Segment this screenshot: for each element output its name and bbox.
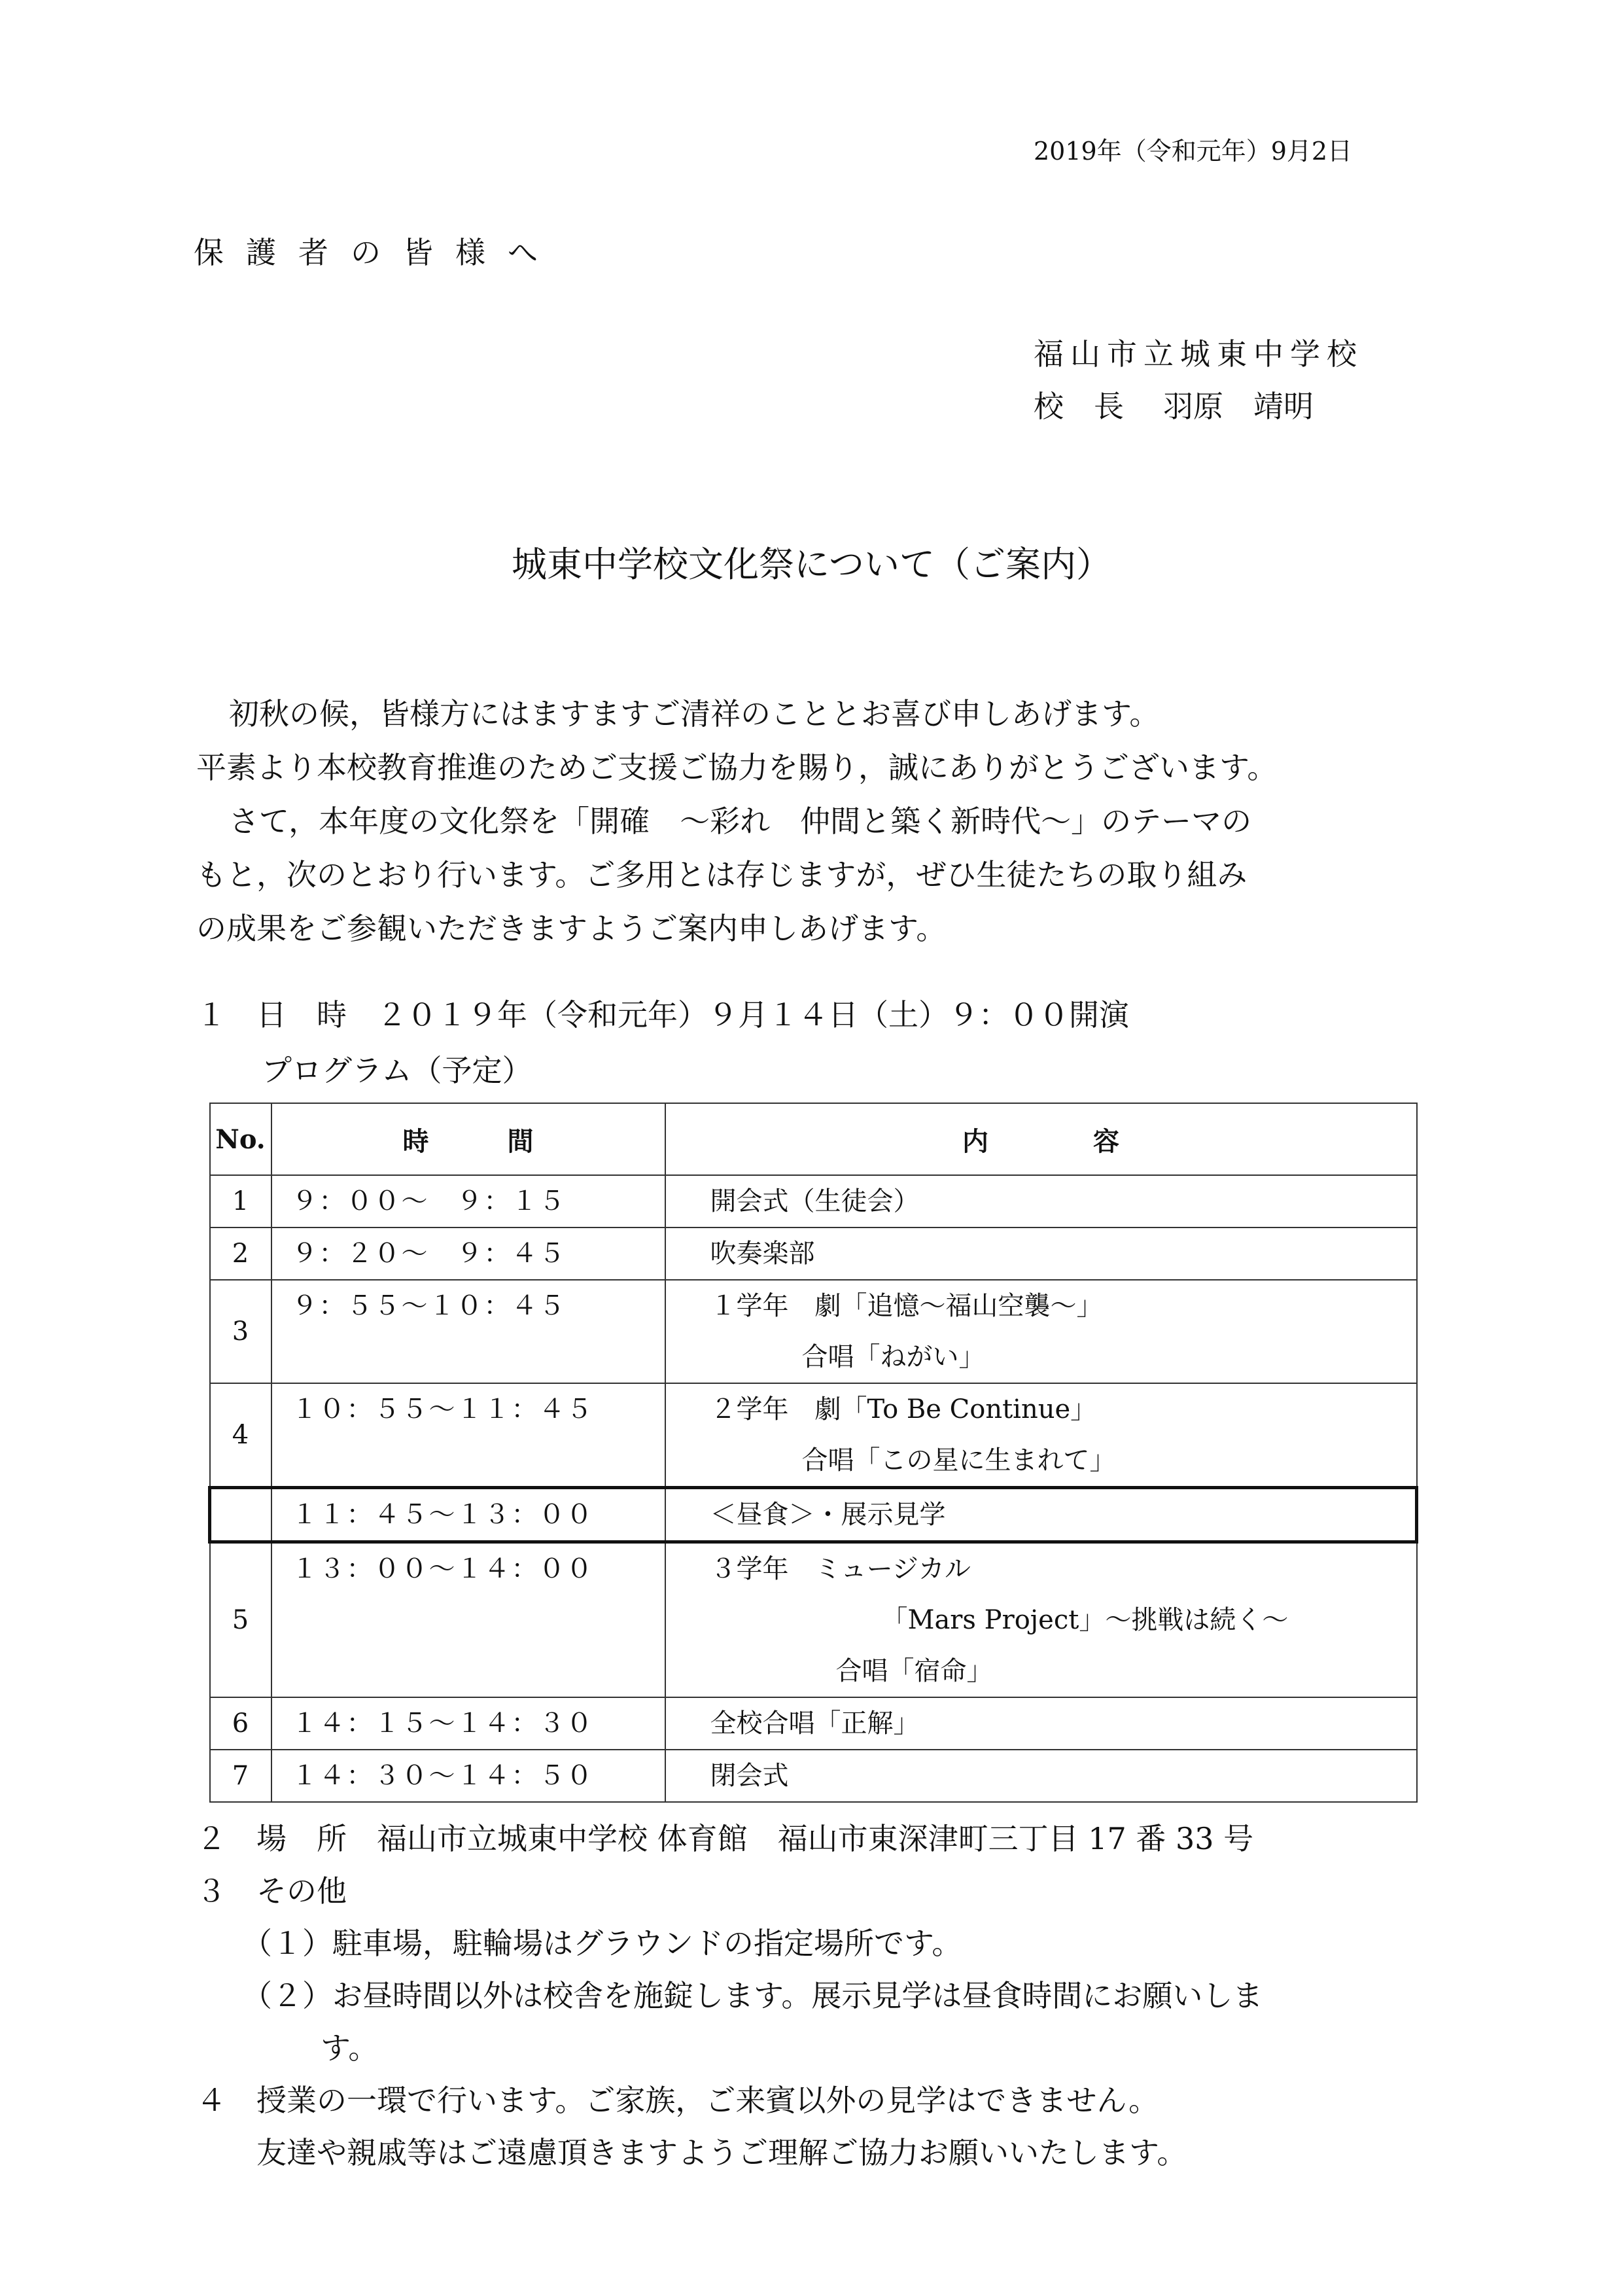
sender-school: 福山市立城東中学校 bbox=[1034, 336, 1363, 372]
row-content: ２学年 劇「To Be Continue」 合唱「この星に生まれて」 bbox=[665, 1383, 1417, 1488]
principal-name: 羽原 靖明 bbox=[1163, 389, 1314, 424]
row-no: 4 bbox=[210, 1383, 271, 1488]
row-time: １４：３０～１４：５０ bbox=[271, 1750, 665, 1802]
row-content: １学年 劇「追憶～福山空襲～」 合唱「ねがい」 bbox=[665, 1280, 1417, 1383]
table-row bbox=[210, 1697, 1417, 1750]
header-content: 内 容 bbox=[665, 1103, 1417, 1175]
document-title: 城東中学校文化祭について（ご案内） bbox=[512, 544, 1111, 585]
table-row bbox=[210, 1542, 1417, 1698]
intro-line: もと，次のとおり行います。ご多用とは存じますが，ぜひ生徒たちの取り組み bbox=[196, 857, 1248, 892]
header-time: 時 間 bbox=[271, 1103, 665, 1175]
row-time: １４：１５～１４：３０ bbox=[271, 1697, 665, 1750]
row-no: 3 bbox=[210, 1280, 271, 1383]
row-content: 開会式（生徒会） bbox=[665, 1175, 1417, 1227]
table-row-lunch bbox=[210, 1488, 1417, 1542]
row-time: ９：００～ ９：１５ bbox=[271, 1175, 665, 1227]
row-no: 2 bbox=[210, 1227, 271, 1280]
row-no: 6 bbox=[210, 1697, 271, 1750]
intro-line: 平素より本校教育推進のためご支援ご協力を賜り，誠にありがとうございます。 bbox=[196, 750, 1278, 785]
row-content: ３学年 ミュージカル 「Mars Project」～挑戦は続く～ 合唱「宿命」 bbox=[665, 1542, 1417, 1698]
row-content: 閉会式 bbox=[665, 1750, 1417, 1802]
row-no: 5 bbox=[210, 1542, 271, 1698]
program-table bbox=[208, 1103, 1418, 1803]
intro-line: 初秋の候，皆様方にはますますご清祥のこととお喜び申しあげます。 bbox=[229, 696, 1160, 732]
section-place: ２ 場 所 福山市立城東中学校 体育館 福山市東深津町三丁目 17 番 33 号 bbox=[196, 1821, 1254, 1856]
table-row bbox=[210, 1383, 1417, 1488]
note-lock: （２）お昼時間以外は校舎を施錠します。展示見学は昼食時間にお願いしま bbox=[242, 1978, 1263, 2013]
header-no: No. bbox=[210, 1103, 271, 1175]
row-time: １１：４５～１３：００ bbox=[271, 1488, 665, 1542]
intro-line: の成果をご参観いただきますようご案内申しあげます。 bbox=[196, 911, 947, 946]
row-content: 全校合唱「正解」 bbox=[665, 1697, 1417, 1750]
row-time: ９：２０～ ９：４５ bbox=[271, 1227, 665, 1280]
intro-paragraph bbox=[196, 687, 1439, 955]
footer-sections bbox=[196, 1812, 1263, 2179]
row-no: 1 bbox=[210, 1175, 271, 1227]
row-time: １３：００～１４：００ bbox=[271, 1542, 665, 1698]
sender-principal bbox=[1034, 383, 1314, 426]
row-content: 吹奏楽部 bbox=[665, 1227, 1417, 1280]
document-date: 2019年（令和元年）9月2日 bbox=[1034, 137, 1353, 166]
intro-line: さて，本年度の文化祭を「開確 ～彩れ 仲間と築く新時代～」のテーマの bbox=[229, 804, 1252, 839]
table-row bbox=[210, 1280, 1417, 1383]
table-row bbox=[210, 1750, 1417, 1802]
note-lock-cont: す。 bbox=[321, 2030, 379, 2066]
row-time: １０：５５～１１：４５ bbox=[271, 1383, 665, 1488]
row-no bbox=[210, 1488, 271, 1542]
table-header-row bbox=[210, 1103, 1417, 1175]
note-parking: （１）駐車場，駐輪場はグラウンドの指定場所です。 bbox=[242, 1926, 962, 1961]
addressee: 保護者の皆様へ bbox=[194, 235, 560, 270]
section-visitors: ４ 授業の一環で行います。ご家族，ご来賓以外の見学はできません。 bbox=[196, 2083, 1159, 2118]
row-time: ９：５５～１０：４５ bbox=[271, 1280, 665, 1383]
table-row bbox=[210, 1227, 1417, 1280]
row-content: ＜昼食＞・展示見学 bbox=[665, 1488, 1417, 1542]
section-datetime: １ 日 時 ２０１９年（令和元年）９月１４日（土）９：００開演 bbox=[196, 997, 1129, 1033]
table-row bbox=[210, 1175, 1417, 1227]
program-label: プログラム（予定） bbox=[262, 1053, 532, 1088]
section-visitors-cont: 友達や親戚等はご遠慮頂きますようご理解ご協力お願いいたします。 bbox=[256, 2135, 1187, 2170]
row-no: 7 bbox=[210, 1750, 271, 1802]
section-other: ３ その他 bbox=[196, 1873, 347, 1909]
principal-title: 校 長 bbox=[1034, 389, 1124, 424]
